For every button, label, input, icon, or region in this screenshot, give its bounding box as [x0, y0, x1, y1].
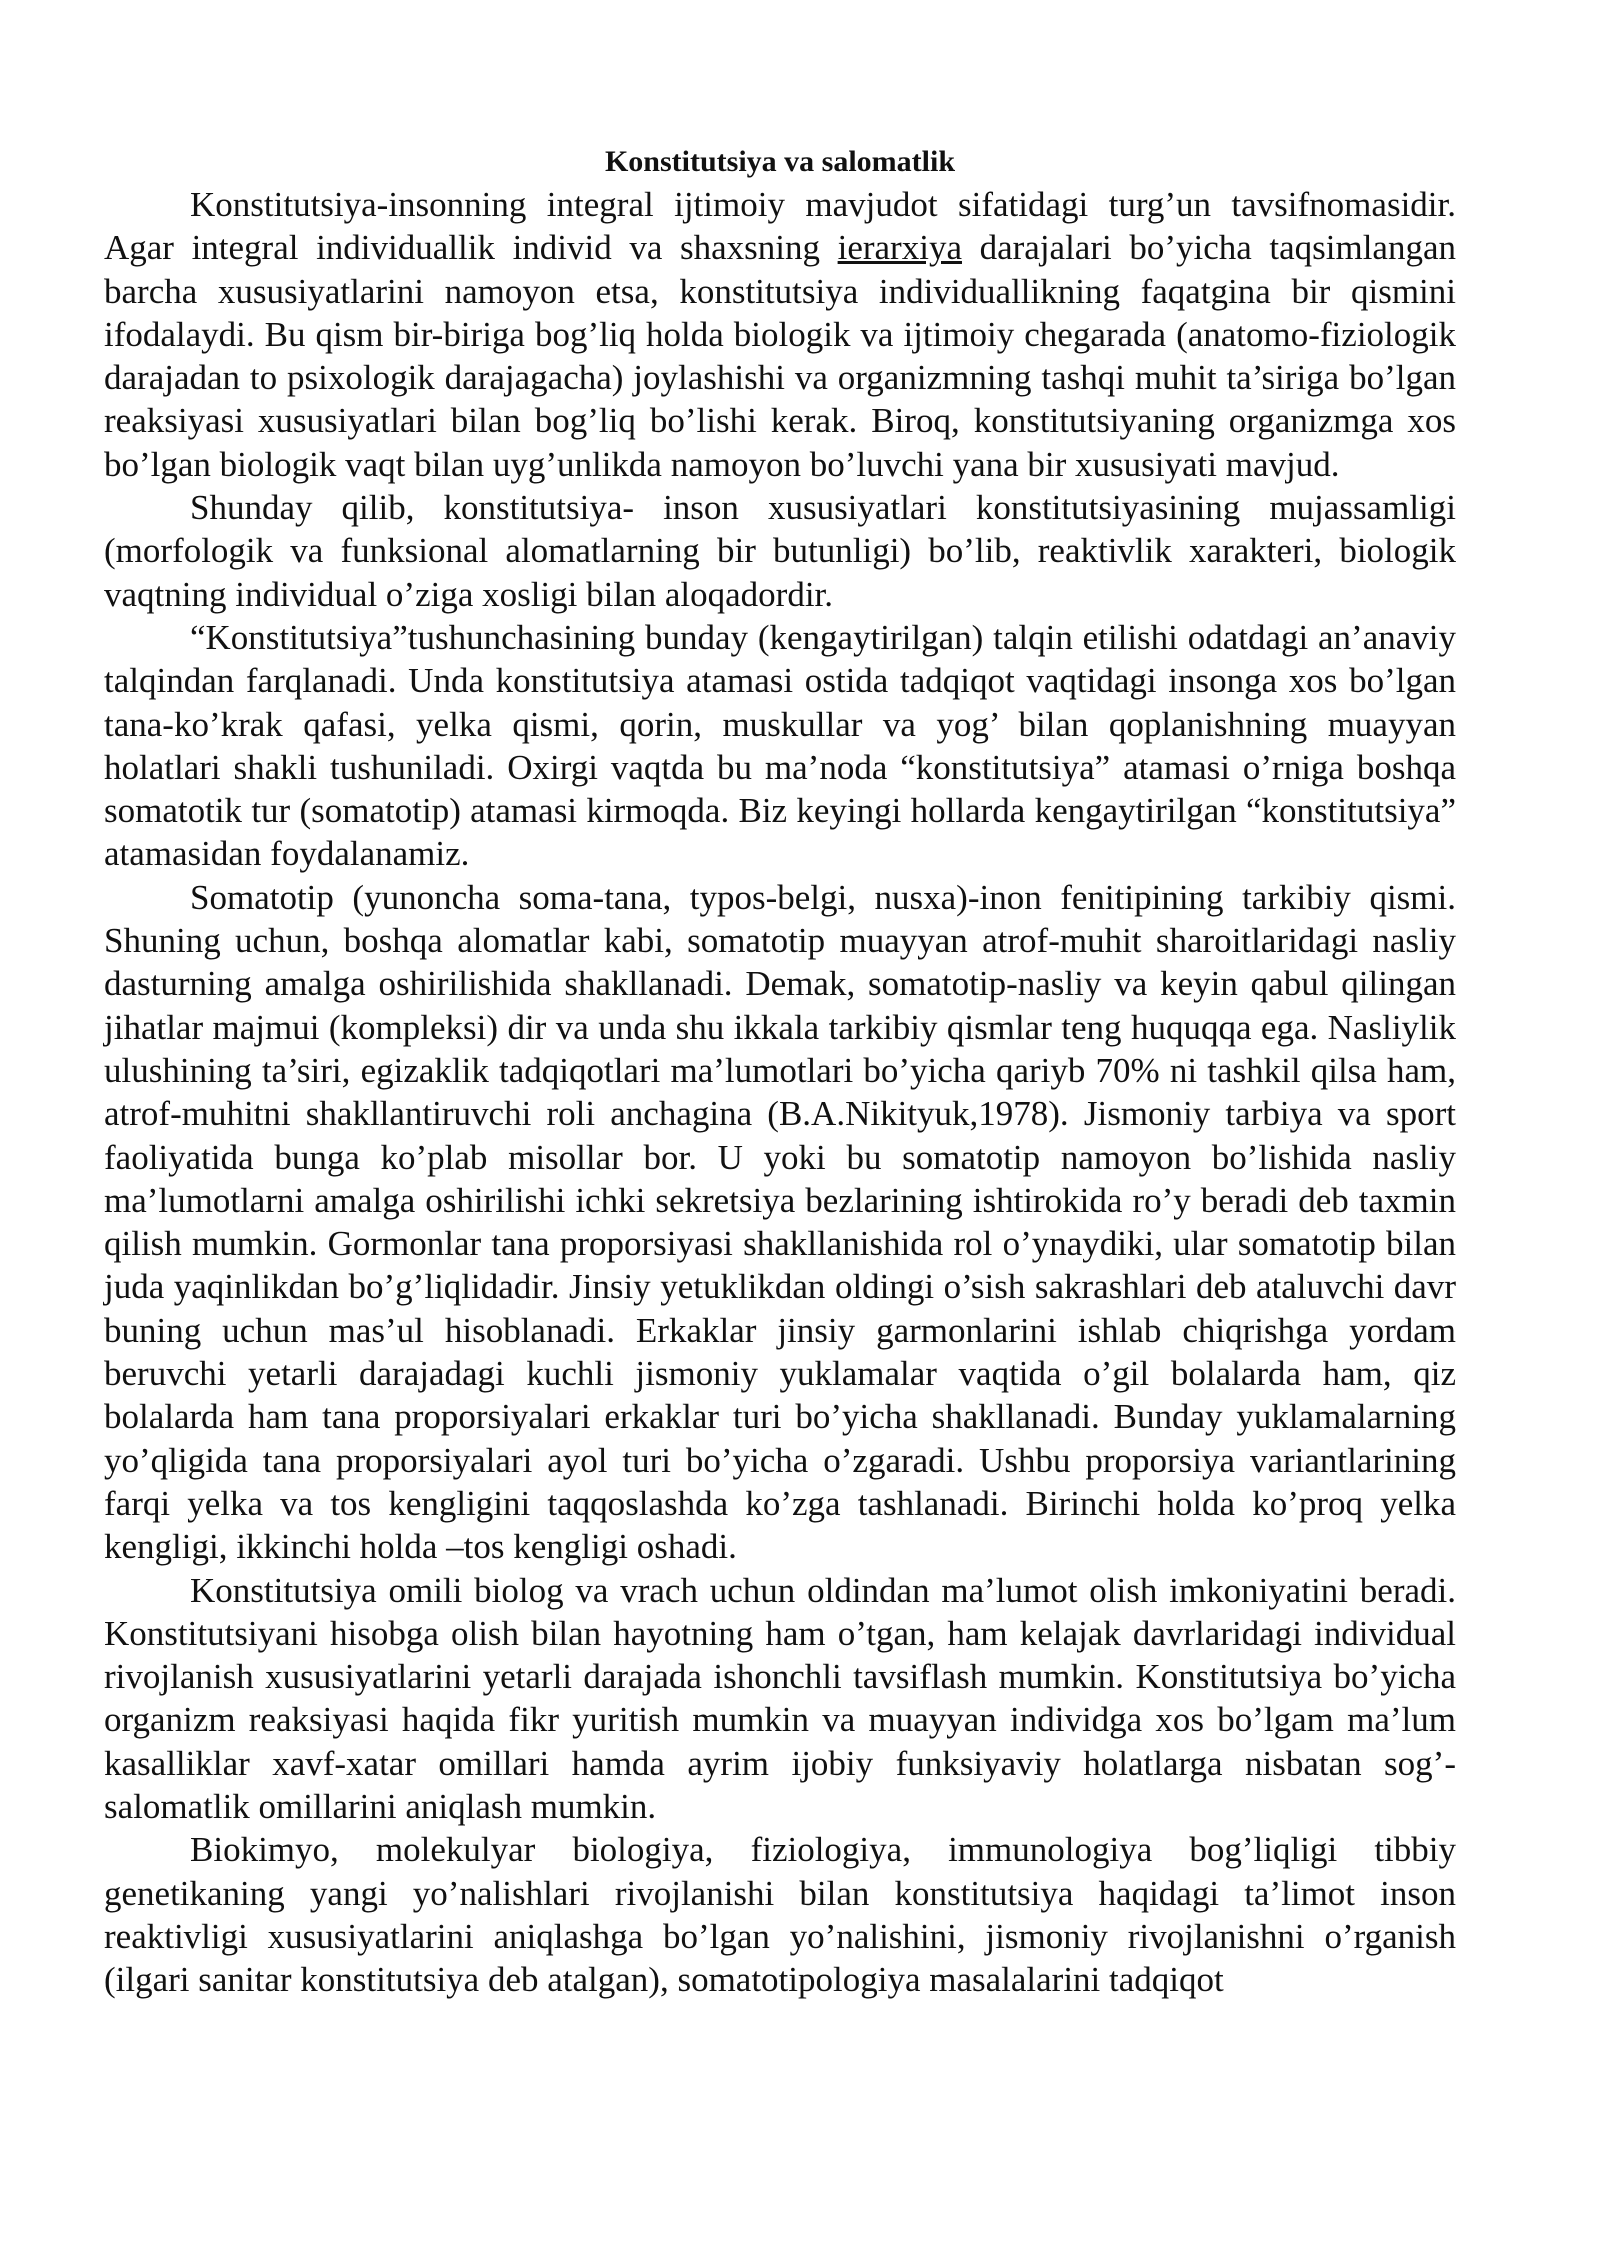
paragraph-1-text-start: Konstitutsiya-insonning integral ijtimoiy mavjudot sifatidagi turg’un tavsifnomasidir. Agar integral individuallik individ va shaxsning: [104, 185, 1456, 268]
paragraph-6: Biokimyo, molekulyar biologiya, fiziologiya, immunologiya bog’liqligi tibbiy genetikaning yangi yo’nalishlari rivojlanishi bilan konstitutsiya haqidagi ta’limot inson reaktivligi xususiyatlarini aniqlashga bo’lgan yo’nalishini, jismoniy rivojlanishni o’rganish (ilgari sanitar konstitutsiya deb atalgan), somatotipologiya masalalarini tadqiqot: [104, 1830, 1456, 2000]
document-title: Konstitutsiya va salomatlik: [604, 145, 956, 178]
underlined-term: ierarxiya: [837, 228, 962, 268]
paragraph-1: [104, 183, 1456, 486]
paragraph-3: “Konstitutsiya”tushunchasining bunday (kengaytirilgan) talqin etilishi odatdagi an’anaviy talqindan farqlanadi. Unda konstitutsiya atamasi ostida tadqiqot vaqtidagi insonga xos bo’lgan tana-ko’krak qafasi, yelka qismi, qorin, muskullar va yog’ bilan qoplanishning muayyan holatlari shakli tushuniladi. Oxirgi vaqtda bu ma’noda “konstitutsiya” atamasi o’rniga boshqa somatotik tur (somatotip) atamasi kirmoqda. Biz keyingi hollarda kengaytirilgan “konstitutsiya” atamasidan foydalanamiz.: [104, 617, 1456, 874]
paragraph-2: Shunday qilib, konstitutsiya- inson xususiyatlari konstitutsiyasining mujassamligi (morfologik va funksional alomatlarning bir butunligi) bo’lib, reaktivlik xarakteri, biologik vaqtning individual o’ziga xosligi bilan aloqadordir.: [104, 488, 1456, 614]
paragraph-4: Somatotip (yunoncha soma-tana, typos-belgi, nusxa)-inon fenitipining tarkibiy qismi. Shuning uchun, boshqa alomatlar kabi, somatotip muayyan atrof-muhit sharoitlaridagi nasliy dasturning amalga oshirilishida shakllanadi. Demak, somatotip-nasliy va keyin qabul qilingan jihatlar majmui (kompleksi) dir va unda shu ikkala tarkibiy qismlar teng huquqqa ega. Nasliylik ulushining ta’siri, egizaklik tadqiqotlari ma’lumotlari bo’yicha qariyb 70% ni tashkil qilsa ham, atrof-muhitni shakllantiruvchi roli anchagina (B.A.Nikityuk,1978). Jismoniy tarbiya va sport faoliyatida bunga ko’plab misollar bor. U yoki bu somatotip namoyon bo’lishida nasliy ma’lumotlarni amalga oshirilishi ichki sekretsiya bezlarining ishtirokida ro’y beradi deb taxmin qilish mumkin. Gormonlar tana proporsiyasi shakllanishida rol o’ynaydiki, ular somatotip bilan juda yaqinlikdan bo’g’liqlidadir. Jinsiy yetuklikdan oldingi o’sish sakrashlari deb ataluvchi davr buning uchun mas’ul hisoblanadi. Erkaklar jinsiy garmonlarini ishlab chiqrishga yordam beruvchi yetarli darajadagi kuchli jismoniy yuklamalar vaqtida o’gil bolalarda ham, qiz bolalarda ham tana proporsiyalari erkaklar turi bo’yicha shakllanadi. Bunday yuklamalarning yo’qligida tana proporsiyalari ayol turi bo’yicha o’zgaradi. Ushbu proporsiya variantlarining farqi yelka va tos kengligini taqqoslashda ko’zga tashlanadi. Birinchi holda ko’proq yelka kengligi, ikkinchi holda –tos kengligi oshadi.: [104, 877, 1456, 1567]
paragraph-1-text-end: darajalari bo’yicha taqsimlangan barcha xususiyatlarini namoyon etsa, konstitutsiya individuallikning faqatgina bir qismini ifodalaydi. Bu qism bir-biriga bog’liq holda biologik va ijtimoiy chegarada (anatomo-fiziologik darajadan to psixologik darajagacha) joylashishi va organizmning tashqi muhit ta’siriga bo’lgan reaksiyasi xususiyatlari bilan bog’liq bo’lishi kerak. Biroq, konstitutsiyaning organizmga xos bo’lgan biologik vaqt bilan uyg’unlikda namoyon bo’luvchi yana bir xususiyati mavjud.: [104, 228, 1456, 484]
paragraph-5: Konstitutsiya omili biolog va vrach uchun oldindan ma’lumot olish imkoniyatini beradi. Konstitutsiyani hisobga olish bilan hayotning ham o’tgan, ham kelajak davrlaridagi individual rivojlanish xususiyatlarini yetarli darajada ishonchli tavsiflash mumkin. Konstitutsiya bo’yicha organizm reaksiyasi haqida fikr yuritish mumkin va muayyan individga xos bo’lgam ma’lum kasalliklar xavf-xatar omillari hamda ayrim ijobiy funksiyaviy holatlarga nisbatan sog’-salomatlik omillarini aniqlash mumkin.: [104, 1570, 1456, 1826]
document-page: [104, 140, 1456, 2001]
